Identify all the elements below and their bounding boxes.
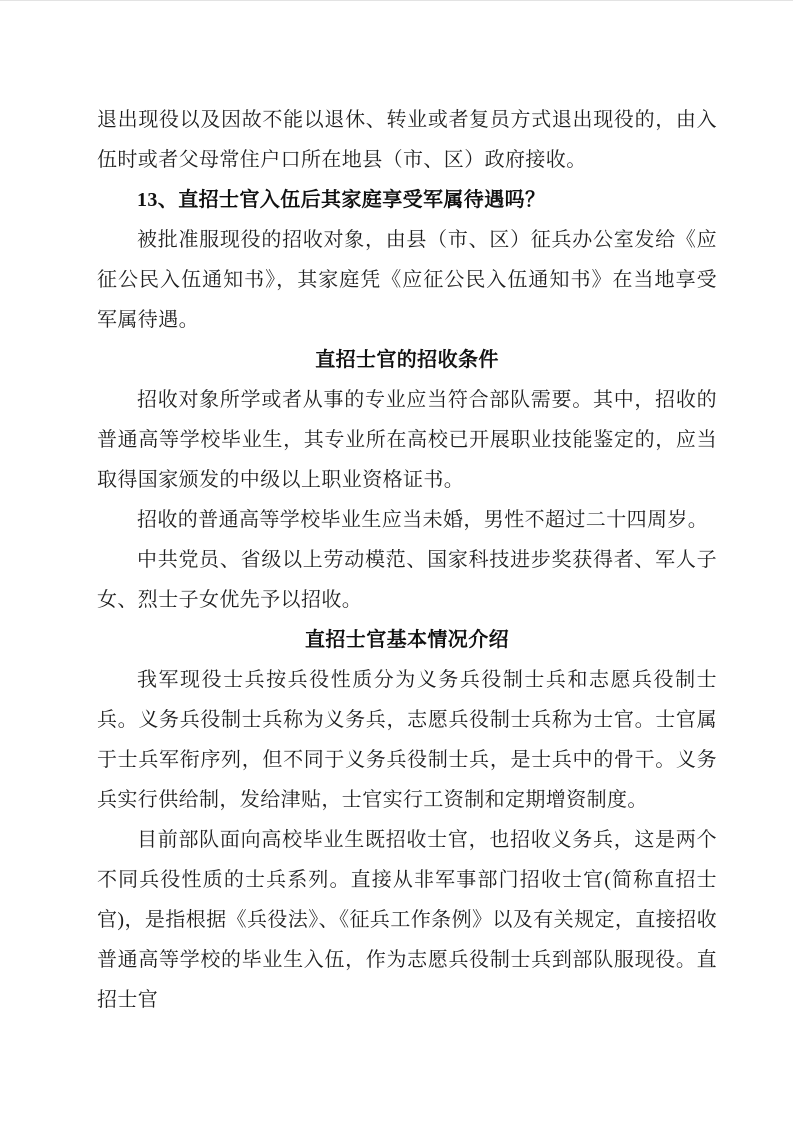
- section-heading-recruit-conditions: 直招士官的招收条件: [315, 349, 499, 371]
- question-heading-13: 13、直招士官入伍后其家庭享受军属待遇吗？: [137, 189, 546, 211]
- body-paragraph: 中共党员、省级以上劳动模范、国家科技进步奖获得者、军人子女、烈士子女优先予以招收。: [97, 549, 717, 611]
- body-paragraph: 目前部队面向高校毕业生既招收士官，也招收义务兵，这是两个不同兵役性质的士兵系列。直接从非军事部门招收士官(简称直招士官)，是指根据《兵役法》、《征兵工作条例》以及有关规定，直接招收普通高等学校的毕业生入伍，作为志愿兵役制士兵到部队服现役。直招士官: [97, 829, 717, 1011]
- body-paragraph: 招收对象所学或者从事的专业应当符合部队需要。其中，招收的普通高等学校毕业生，其专业所在高校已开展职业技能鉴定的，应当取得国家颁发的中级以上职业资格证书。: [97, 389, 717, 491]
- body-paragraph: 被批准服现役的招收对象，由县（市、区）征兵办公室发给《应征公民入伍通知书》，其家庭凭《应征公民入伍通知书》在当地享受军属待遇。: [97, 229, 717, 331]
- section-heading-basic-introduction: 直招士官基本情况介绍: [305, 629, 509, 651]
- body-paragraph-continuation: 退出现役以及因故不能以退休、转业或者复员方式退出现役的，由入伍时或者父母常住户口所在地县（市、区）政府接收。: [97, 109, 717, 171]
- body-paragraph: 我军现役士兵按兵役性质分为义务兵役制士兵和志愿兵役制士兵。义务兵役制士兵称为义务兵，志愿兵役制士兵称为士官。士官属于士兵军衔序列，但不同于义务兵役制士兵，是士兵中的骨干。义务兵实行供给制，发给津贴，士官实行工资制和定期增资制度。: [97, 669, 717, 811]
- body-paragraph: 招收的普通高等学校毕业生应当未婚，男性不超过二十四周岁。: [137, 509, 709, 531]
